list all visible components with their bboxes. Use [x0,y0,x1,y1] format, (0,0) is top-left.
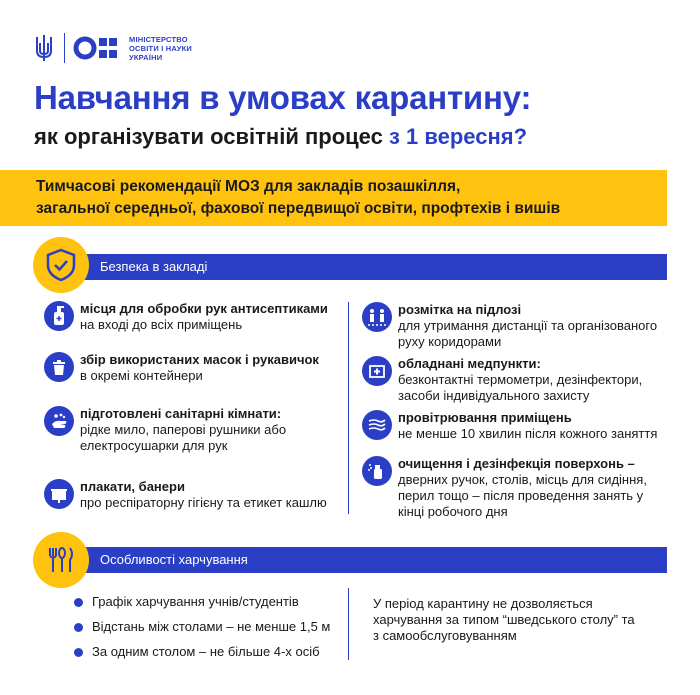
safety-item-antiseptic: місця для обробки рук антисептиками на вході до всіх приміщень [44,301,344,335]
trident-icon [34,33,54,63]
hand-wash-icon [44,406,74,436]
ministry-name: МІНІСТЕРСТВО ОСВІТИ І НАУКИ УКРАЇНИ [129,34,192,62]
floor-marking-icon [362,302,392,332]
safety-item-floor-marking: розмітка на підлозі для утримання дистанції та організованого руху коридорами [362,302,667,352]
page-title: Навчання в умовах карантину: [34,79,532,116]
food-bullet-distance: Відстань між столами – не менше 1,5 м [92,619,331,634]
cutlery-icon [44,544,78,576]
ventilation-icon [362,410,392,440]
safety-item-sanitary-rooms: підготовлені санітарні кімнати: рідке мило, паперові рушники або електросушарки для рук [44,406,344,456]
safety-column-divider [348,302,349,514]
section-food-header: Особливості харчування [80,547,667,573]
bullet-dot [74,623,83,632]
safety-item-ventilation: провітрювання приміщень не менше 10 хвилин після кожного заняття [362,410,667,444]
food-bullet-schedule: Графік харчування учнів/студентів [92,594,299,609]
safety-item-masks: збір використаних масок і рукавичок в окремі контейнери [44,352,344,386]
first-aid-icon [362,356,392,386]
safety-item-medpoints: обладнані медпункти: безконтактні термометри, дезінфектори, засоби індивідуального захисту [362,356,667,406]
mon-logo-icon [73,35,121,61]
shield-check-icon [44,247,78,283]
ministry-logo [34,28,192,68]
page-subtitle: як організувати освітній процес з 1 вересня? [34,124,528,149]
poster-icon [44,479,74,509]
safety-item-posters: плакати, банери про респіраторну гігієну та етикет кашлю [44,479,344,513]
safety-item-disinfection: очищення і дезінфекція поверхонь – дверних ручок, столів, місць для сидіння, перил тощо – після проведення занять у кінці робочого дня [362,456,667,522]
spray-icon [362,456,392,486]
trash-bin-icon [44,352,74,382]
food-column-divider [348,588,349,660]
cutlery-badge [33,532,89,588]
section-safety-header: Безпека в закладі [80,254,667,280]
sanitizer-icon [44,301,74,331]
food-bullet-table: За одним столом – не більше 4-х осіб [92,644,320,659]
bullet-dot [74,648,83,657]
recommendations-banner: Тимчасові рекомендації МОЗ для закладів позашкілля, загальної середньої, фахової передвищої освіти, профтехів і вишів [0,170,667,226]
logo-divider [64,33,65,63]
bullet-dot [74,598,83,607]
shield-check-badge [33,237,89,293]
food-buffet-note: У період карантину не дозволяється харчування за типом “шведського столу” та з самообслуговуванням [373,596,635,643]
